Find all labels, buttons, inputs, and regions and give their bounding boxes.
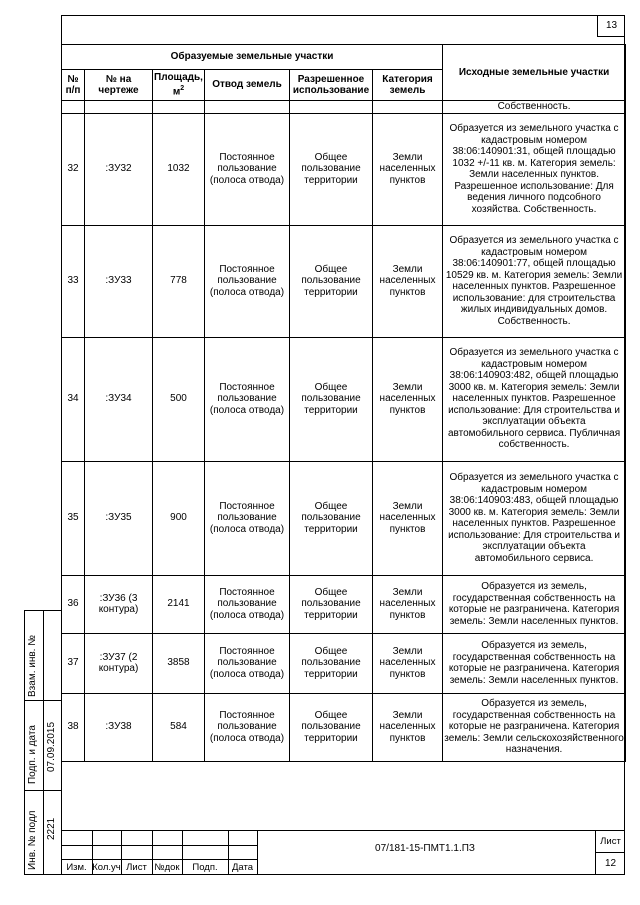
- col-allot-header: Отвод земель: [205, 70, 290, 101]
- cell-use: Общее пользование территории: [290, 461, 373, 575]
- cell-category: Земли населенных пунктов: [373, 575, 443, 633]
- cell-use: Общее пользование территории: [290, 113, 373, 225]
- cell-source: Образуется из земельного участка с кадастровым номером 38:06:140901:77, общей площадью 10529 кв. м. Категория земель: Земли населенных пунктов. Разрешенное использование: для строительства жилых индивидуальных домов. Собственность.: [443, 225, 626, 337]
- cell-drawing: :ЗУ34: [85, 337, 153, 461]
- col-drawing-header: № на чертеже: [85, 70, 153, 101]
- cell-category: Земли населенных пунктов: [373, 633, 443, 693]
- table-row: [62, 633, 626, 693]
- cell-category: Земли населенных пунктов: [373, 337, 443, 461]
- table-row: [62, 225, 626, 337]
- col-num-header: № п/п: [62, 70, 85, 101]
- table-row: [62, 337, 626, 461]
- table-row: [62, 461, 626, 575]
- cell-num: 34: [62, 337, 85, 461]
- cell-drawing: :ЗУ33: [85, 225, 153, 337]
- cell-source: Образуется из земель, государственная собственность на которые не разграничена. Категория земель: Земли населенных пунктов.: [443, 633, 626, 693]
- table-body: [62, 113, 626, 761]
- cell-category: Земли населенных пунктов: [373, 461, 443, 575]
- vzam-label: Взам. инв. №: [27, 635, 38, 697]
- cell-use: Общее пользование территории: [290, 693, 373, 761]
- cell-source: Образуется из земельного участка с кадастровым номером 38:06:140901:31, общей площадью 1032 +/-11 кв. м. Категория земель: Земли населенных пунктов. Разрешенное использование: Для ведения личного подсобного хозяйства. Собственность.: [443, 113, 626, 225]
- stamp-data: Дата: [231, 862, 254, 873]
- cell-allot: Постоянное пользование (полоса отвода): [205, 693, 290, 761]
- cell-use: Общее пользование территории: [290, 633, 373, 693]
- podp-label: Подп. и дата: [27, 725, 38, 784]
- land-plots-table: [61, 44, 626, 762]
- cell-drawing: :ЗУ35: [85, 461, 153, 575]
- cell-use: Общее пользование территории: [290, 225, 373, 337]
- col-use-header: Разрешенное использование: [290, 70, 373, 101]
- col-category-header: Категория земель: [373, 70, 443, 101]
- table-row: [62, 575, 626, 633]
- table-row: [62, 113, 626, 225]
- cell-num: 33: [62, 225, 85, 337]
- col-area-header: Площадь, $м^2$: [153, 70, 205, 101]
- cell-drawing: :ЗУ32: [85, 113, 153, 225]
- stamp-ndok: №док: [154, 862, 180, 873]
- cell-category: Земли населенных пунктов: [373, 113, 443, 225]
- cell-num: 36: [62, 575, 85, 633]
- group-header: Образуемые земельные участки: [62, 45, 443, 70]
- cell-allot: Постоянное пользование (полоса отвода): [205, 575, 290, 633]
- cell-drawing: :ЗУ36 (3 контура): [85, 575, 153, 633]
- cell-use: Общее пользование территории: [290, 337, 373, 461]
- cell-num: 32: [62, 113, 85, 225]
- stamp-koluch: Кол.уч: [92, 862, 121, 873]
- cell-allot: Постоянное пользование (полоса отвода): [205, 461, 290, 575]
- cell-source: Образуется из земель, государственная собственность на которые не разграничена. Категория земель: Земли населенных пунктов.: [443, 575, 626, 633]
- cell-use: Общее пользование территории: [290, 575, 373, 633]
- cell-area: 584: [153, 693, 205, 761]
- cell-area: 1032: [153, 113, 205, 225]
- cell-category: Земли населенных пунктов: [373, 225, 443, 337]
- table-row: [62, 693, 626, 761]
- inv-value: 2221: [46, 817, 57, 840]
- top-page-number: 13: [597, 15, 625, 37]
- sheet-label: Лист: [600, 836, 621, 847]
- stamp-podp: Подп.: [192, 862, 218, 873]
- cell-allot: Постоянное пользование (полоса отвода): [205, 337, 290, 461]
- cell-area: 900: [153, 461, 205, 575]
- cell-area: 3858: [153, 633, 205, 693]
- inv-label: Инв. № подл: [27, 810, 38, 870]
- cell-allot: Постоянное пользование (полоса отвода): [205, 633, 290, 693]
- cell-area: 500: [153, 337, 205, 461]
- cell-drawing: :ЗУ37 (2 контура): [85, 633, 153, 693]
- cell-num: 35: [62, 461, 85, 575]
- cell-source: Образуется из земельного участка с кадастровым номером 38:06:140903:482, общей площадью 3000 кв. м. Категория земель: Земли населенных пунктов. Разрешенное использование: Для строительства и эксплуатации объекта автомобильного сервиса. Публичная собственность.: [443, 337, 626, 461]
- podp-date: 07.09.2015: [46, 721, 57, 772]
- cell-num: 37: [62, 633, 85, 693]
- stamp-list: Лист: [126, 862, 147, 873]
- cell-area: 778: [153, 225, 205, 337]
- stamp-izm: Изм.: [66, 862, 87, 873]
- sheet-number: 12: [604, 858, 617, 869]
- cell-allot: Постоянное пользование (полоса отвода): [205, 225, 290, 337]
- carry-over-text: Собственность.: [443, 101, 626, 114]
- source-header: Исходные земельные участки: [443, 45, 626, 101]
- cell-source: Образуется из земель, государственная собственность на которые не разграничена. Категория земель: Земли сельскохозяйственного назначения.: [443, 693, 626, 761]
- cell-area: 2141: [153, 575, 205, 633]
- cell-category: Земли населенных пунктов: [373, 693, 443, 761]
- cell-num: 38: [62, 693, 85, 761]
- cell-source: Образуется из земельного участка с кадастровым номером 38:06:140903:483, общей площадью 3000 кв. м. Категория земель: Земли населенных пунктов. Разрешенное использование: Для строительства и эксплуатации объекта автомобильного сервиса.: [443, 461, 626, 575]
- cell-allot: Постоянное пользование (полоса отвода): [205, 113, 290, 225]
- cell-drawing: :ЗУ38: [85, 693, 153, 761]
- document-code: 07/181-15-ПМТ1.1.ПЗ: [375, 843, 475, 854]
